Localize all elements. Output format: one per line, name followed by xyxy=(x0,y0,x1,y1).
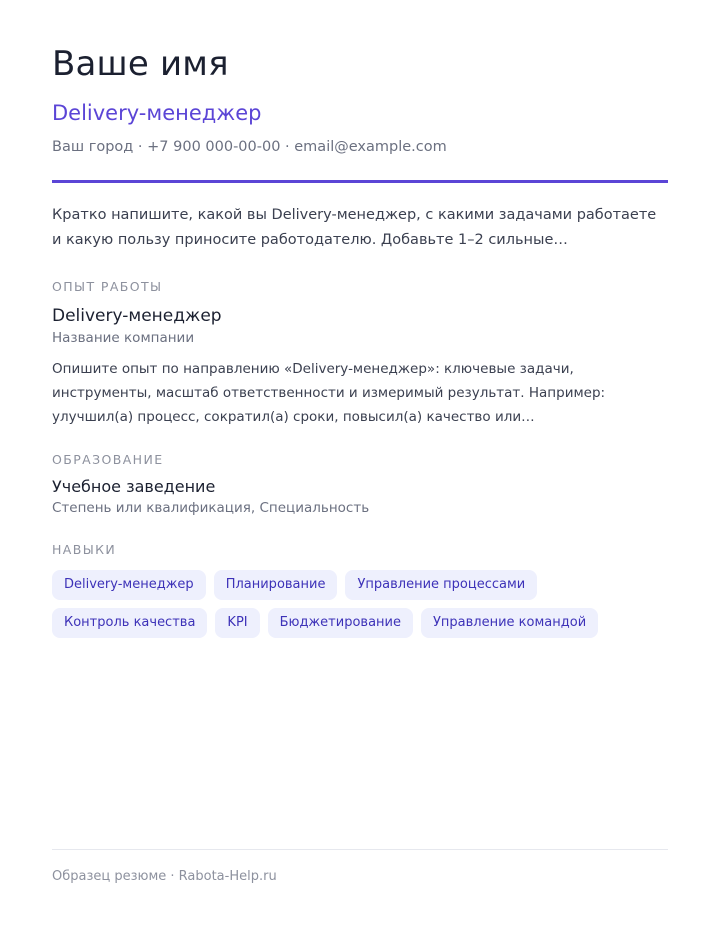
skill-chip: Delivery-менеджер xyxy=(52,570,206,600)
job-description: Опишите опыт по направлению «Delivery-менеджер»: ключевые задачи, инструменты, масштаб ответственности и измеримый результат. Например: улучшил(а) процесс, сократил(а) сроки, повысил(а) качество или… xyxy=(52,361,606,425)
skill-chip: Планирование xyxy=(214,570,338,600)
skill-chip: Управление процессами xyxy=(345,570,537,600)
header-divider xyxy=(52,180,668,183)
contact-line: Ваш город · +7 900 000-00-00 · email@example.com xyxy=(52,139,447,155)
skills-list xyxy=(52,570,672,638)
skill-chip: Управление командой xyxy=(421,608,598,638)
footer-divider xyxy=(52,849,668,850)
footer-text: Образец резюме · Rabota-Help.ru xyxy=(52,869,277,884)
skill-chip: Бюджетирование xyxy=(268,608,413,638)
skill-chip: Контроль качества xyxy=(52,608,207,638)
candidate-name: Ваше имя xyxy=(52,44,229,84)
job-company: Название компании xyxy=(52,330,195,346)
job-title: Delivery-менеджер xyxy=(52,306,222,326)
education-degree: Степень или квалификация, Специальность xyxy=(52,500,370,516)
summary-text: Кратко напишите, какой вы Delivery-менеджер, с какими задачами работаете и какую пользу приносите работодателю. Добавьте 1–2 сильные… xyxy=(52,207,657,248)
education-school: Учебное заведение xyxy=(52,477,216,496)
candidate-role: Delivery-менеджер xyxy=(52,101,262,125)
skills-section-title: НАВЫКИ xyxy=(52,542,117,557)
education-section-title: ОБРАЗОВАНИЕ xyxy=(52,452,164,467)
experience-section-title: ОПЫТ РАБОТЫ xyxy=(52,279,163,294)
skill-chip: KPI xyxy=(215,608,259,638)
